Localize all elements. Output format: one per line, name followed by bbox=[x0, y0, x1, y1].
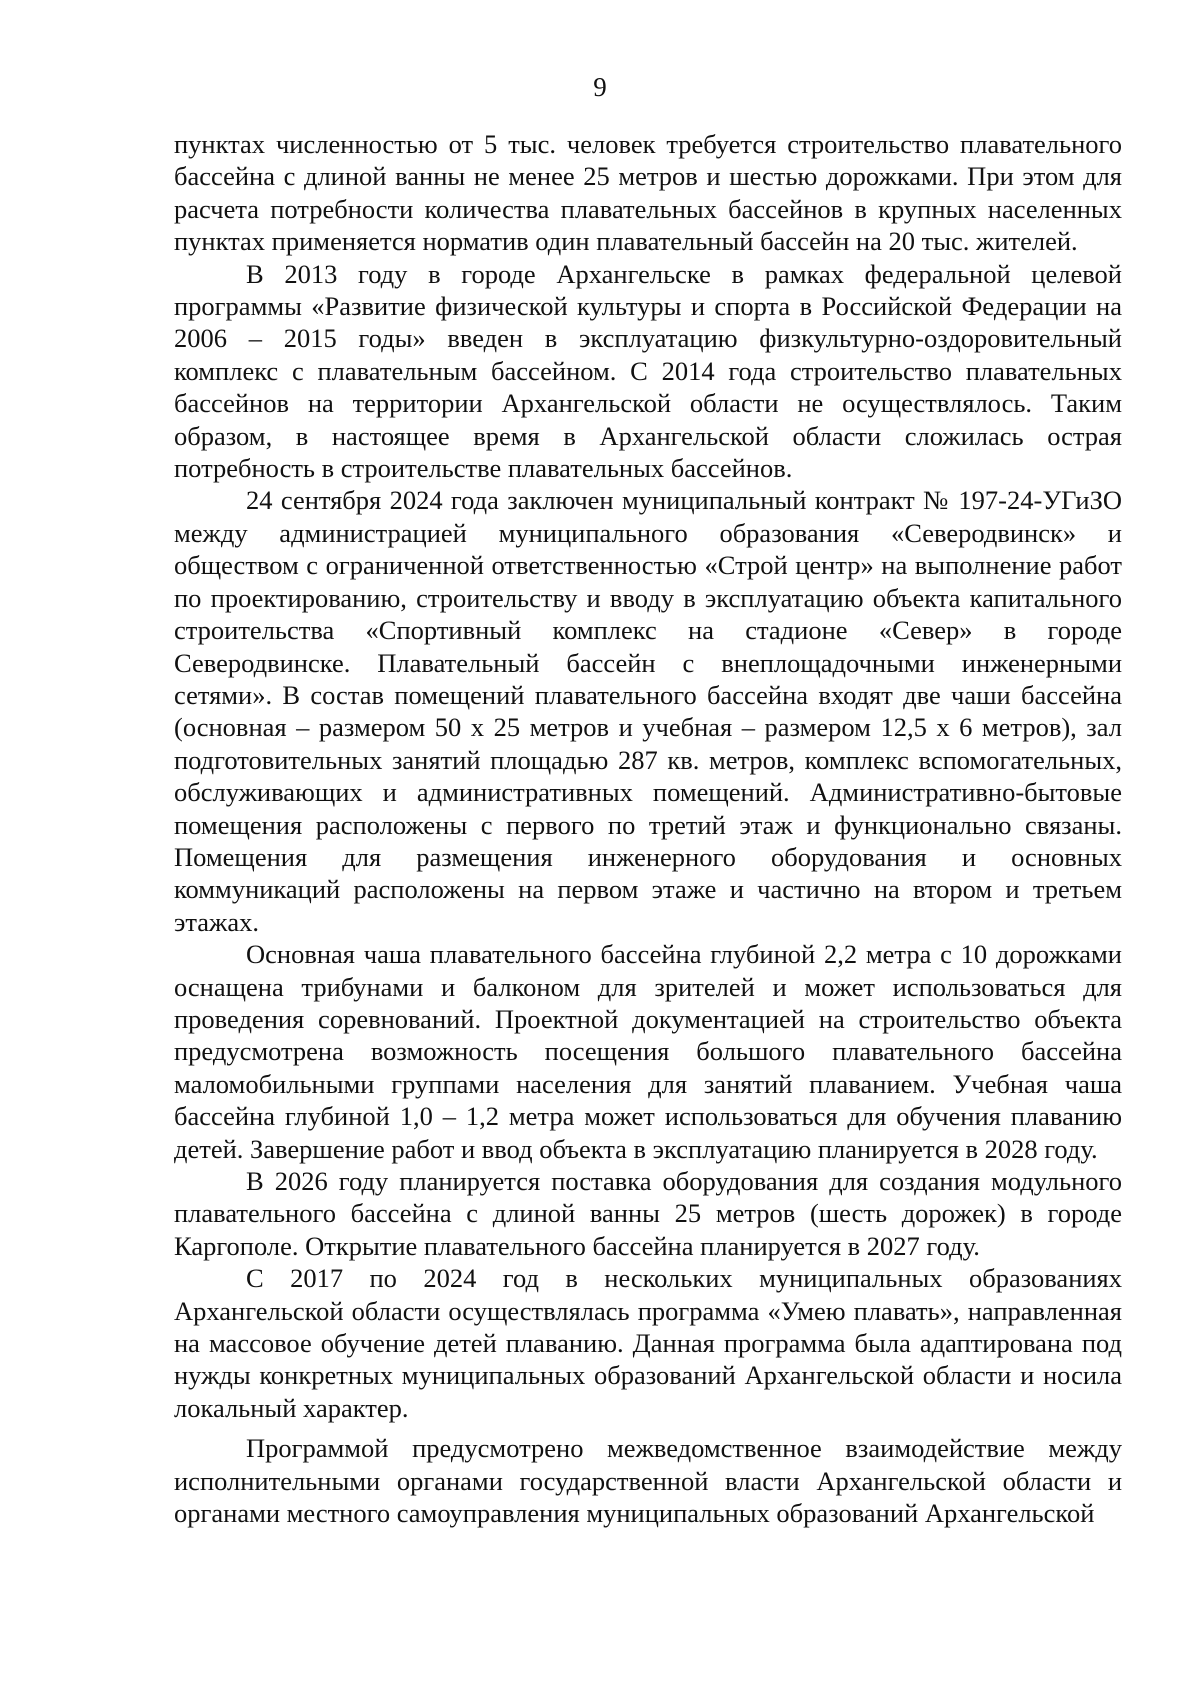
paragraph-1: пунктах численностью от 5 тыс. человек требуется строительство плавательного бассейна с длиной ванны не менее 25 метров и шестью дорожками. При этом для расчета потребности количества плавательных бассейнов в крупных населенных пунктах применяется норматив один плавательный бассейн на 20 тыс. жителей. bbox=[174, 129, 1122, 257]
paragraph-2: В 2013 году в городе Архангельске в рамках федеральной целевой программы «Развитие физической культуры и спорта в Российской Федерации на 2006 – 2015 годы» введен в эксплуатацию физкультурно-оздоровительный комплекс с плавательным бассейном. С 2014 года строительство плавательных бассейнов на территории Архангельской области не осуществлялось. Таким образом, в настоящее время в Архангельской области сложилась острая потребность в строительстве плавательных бассейнов. bbox=[174, 258, 1122, 484]
paragraph-4: Основная чаша плавательного бассейна глубиной 2,2 метра с 10 дорожками оснащена трибунами и балконом для зрителей и может использоваться для проведения соревнований. Проектной документацией на строительство объекта предусмотрена возможность посещения большого плавательного бассейна маломобильными группами населения для занятий плаванием. Учебная чаша бассейна глубиной 1,0 – 1,2 метра может использоваться для обучения плаванию детей. Завершение работ и ввод объекта в эксплуатацию планируется в 2028 году. bbox=[174, 939, 1122, 1164]
paragraph-3: 24 сентября 2024 года заключен муниципальный контракт № 197-24-УГиЗО между администрацией муниципального образования «Северодвинск» и обществом с ограниченной ответственностью «Строй центр» на выполнение работ по проектированию, строительству и вводу в эксплуатацию объекта капитального строительства «Спортивный комплекс на стадионе «Север» в городе Северодвинске. Плавательный бассейн с внеплощадочными инженерными сетями». В состав помещений плавательного бассейна входят две чаши бассейна (основная – размером 50 х 25 метров и учебная – размером 12,5 х 6 метров), зал подготовительных занятий площадью 287 кв. метров, комплекс вспомогательных, обслуживающих и административных помещений. Административно-бытовые помещения расположены с первого по третий этаж и функционально связаны. Помещения для размещения инженерного оборудования и основных коммуникаций расположены на первом этаже и частично на втором и третьем этажах. bbox=[174, 485, 1122, 937]
paragraph-6: С 2017 по 2024 год в нескольких муниципальных образованиях Архангельской области осуществлялась программа «Умею плавать», направленная на массовое обучение детей плаванию. Данная программа была адаптирована под нужды конкретных муниципальных образований Архангельской области и носила локальный характер. bbox=[174, 1263, 1122, 1423]
page-number: 9 bbox=[593, 72, 607, 102]
paragraph-7: Программой предусмотрено межведомственное взаимодействие между исполнительными органами государственной власти Архангельской области и органами местного самоуправления муниципальных образований Архангельской bbox=[174, 1433, 1122, 1529]
paragraph-5: В 2026 году планируется поставка оборудования для создания модульного плавательного бассейна с длиной ванны 25 метров (шесть дорожек) в городе Каргополе. Открытие плавательного бассейна планируется в 2027 году. bbox=[174, 1166, 1122, 1261]
document-body bbox=[174, 128, 1122, 1529]
